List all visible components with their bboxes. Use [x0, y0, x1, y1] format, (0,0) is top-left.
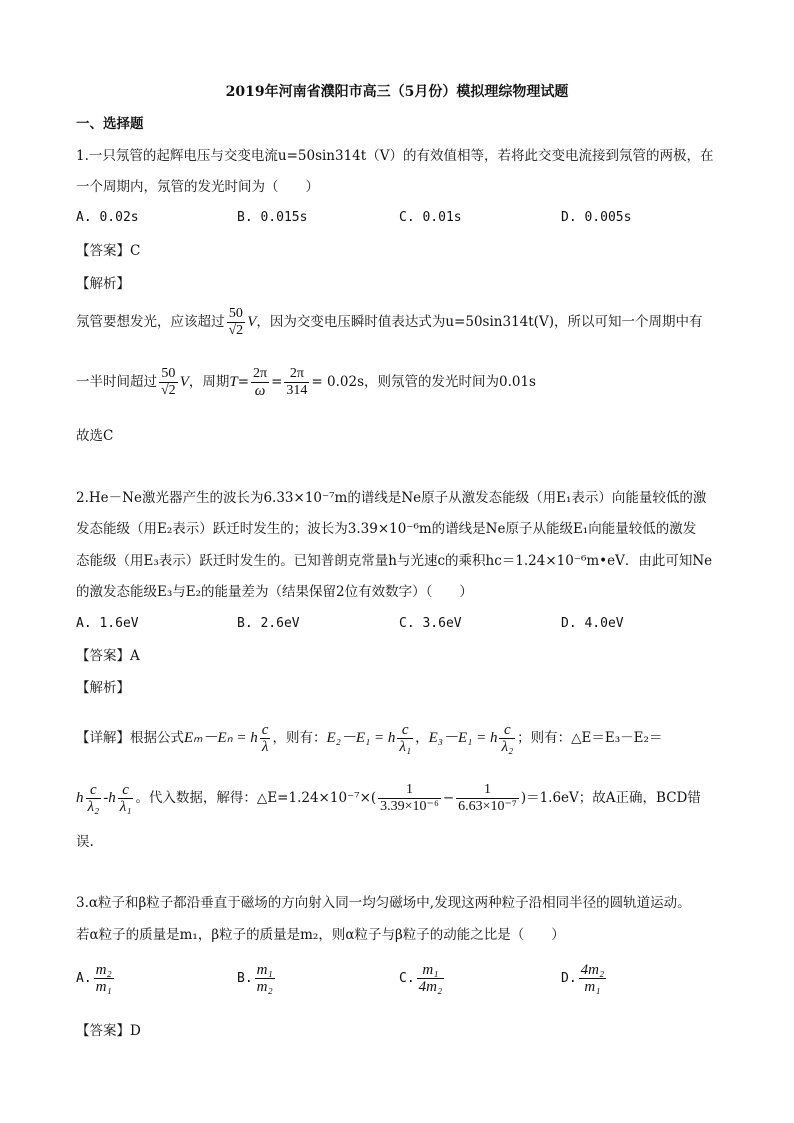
fraction-option-b — [255, 962, 275, 995]
fraction-1-over-339 — [378, 782, 441, 815]
option-label: D. — [561, 971, 577, 986]
frac-denominator: 4m₂ — [418, 979, 443, 995]
frac-numerator: c — [499, 722, 515, 739]
q2-detail-line1 — [76, 722, 662, 755]
fraction-c-lambda2 — [499, 722, 515, 755]
frac-denominator: λ₁ — [119, 799, 132, 815]
q2-option-c: C. 3.6eV — [399, 616, 462, 631]
frac-numerator: m₁ — [256, 962, 273, 978]
frac-denominator: λ — [261, 739, 269, 755]
q1-analysis-label: 【解析】 — [76, 276, 130, 292]
frac-denominator: λ₁ — [399, 739, 412, 755]
q3-stem-line2: 若α粒子的质量是m₁，β粒子的质量是m₂，则α粒子与β粒子的动能之比是（ ） — [76, 927, 565, 943]
frac-denominator: √2 — [161, 383, 176, 398]
frac-numerator: 2π — [253, 366, 268, 381]
q1-stem-line2: 一个周期内，氖管的发光时间为（ ） — [76, 179, 319, 195]
q3-stem-line1: 3.α粒子和β粒子都沿垂直于磁场的方向射入同一均匀磁场中,发现这两种粒子沿相同半径的圆轨道运动。 — [76, 895, 691, 911]
frac-numerator: m₁ — [417, 962, 445, 979]
q2-stem-line4: 的激发态能级E₃与E₂的能量差为（结果保留2位有效数字）（ ） — [76, 584, 473, 600]
q1-stem-line1: 1.一只氖管的起辉电压与交变电流u=50sin314t（V）的有效值相等，若将此交变电流接到氖管的两极，在 — [76, 148, 714, 164]
q1-answer: 【答案】C — [76, 243, 141, 259]
eq-e3-e1: E₃－E₁ = h — [428, 730, 498, 746]
unit-v: V — [247, 314, 257, 330]
frac-numerator: 50 — [159, 366, 178, 383]
fraction-option-a — [94, 962, 114, 995]
fraction-c-lambda1 — [397, 722, 413, 755]
q1-option-b: B. 0.015s — [237, 210, 308, 225]
fraction-c-lambda — [260, 722, 271, 755]
fraction-50-root2 — [227, 306, 246, 339]
frac-numerator: 1 — [456, 782, 519, 799]
frac-denominator: λ₂ — [87, 799, 100, 815]
frac-numerator: c — [118, 782, 134, 799]
q3-option-c — [399, 962, 446, 995]
fraction-50-root2 — [159, 366, 178, 399]
minus-sign: − — [442, 790, 455, 806]
q1-exp2-text-c: ，则氖管的发光时间为0.01s — [364, 374, 536, 390]
q1-conclusion: 故选C — [76, 428, 114, 444]
q2-detail-line2 — [76, 782, 701, 815]
q2-analysis-label: 【解析】 — [76, 680, 130, 696]
q1-option-d: D. 0.005s — [561, 210, 632, 225]
q2-option-a: A. 1.6eV — [76, 616, 139, 631]
frac-denominator: m₂ — [256, 979, 273, 995]
detail-text-c: ；则有：△E＝E₃－E₂＝ — [517, 730, 663, 746]
symbol-t: T — [229, 374, 238, 390]
fraction-option-d — [579, 962, 607, 995]
q2-stem-line2: 发态能级（用E₂表示）跃迁时发生的；波长为3.39×10⁻⁶m的谱线是Ne原子从能级E₁向能量较低的激发 — [76, 521, 697, 537]
option-label: B. — [237, 971, 253, 986]
fraction-option-c — [417, 962, 445, 995]
option-label: A. — [76, 971, 92, 986]
frac-denominator: 6.63×10⁻⁷ — [458, 799, 517, 814]
eq-e2-e1: E₂－E₁ = h — [326, 730, 396, 746]
fraction-1-over-663 — [456, 782, 519, 815]
frac-numerator: 4m₂ — [580, 962, 605, 978]
q2-option-d: D. 4.0eV — [561, 616, 624, 631]
frac-denominator: λ₂ — [501, 739, 514, 755]
unit-v: V — [179, 374, 189, 390]
frac-numerator: 50 — [227, 306, 246, 323]
equals-sign: = — [271, 374, 283, 390]
fraction-c-lambda2 — [86, 782, 102, 815]
q2-option-b: B. 2.6eV — [237, 616, 300, 631]
frac-numerator: c — [397, 722, 413, 739]
q1-exp2-text-a: 一半时间超过 — [76, 374, 157, 390]
detail-label: 【详解】根据公式 — [76, 730, 184, 746]
q1-exp1-text-b: ，因为交变电压瞬时值表达式为u=50sin314t(V)，所以可知一个周期中有 — [256, 314, 703, 330]
q1-option-c: C. 0.01s — [399, 210, 462, 225]
section-heading: 一、选择题 — [76, 116, 144, 132]
q2-stem-line3: 态能级（用E₃表示）跃迁时发生的。已知普朗克常量h与光速c的乘积hc＝1.24×10⁻⁶m•eV．由此可知Ne — [76, 553, 713, 569]
equals-sign: = — [237, 374, 250, 390]
q3-option-a — [76, 962, 116, 995]
frac-numerator: m₂ — [95, 962, 112, 978]
q3-option-d — [561, 962, 608, 995]
detail-line2-result: )＝1.6eV；故A正确，BCD错 — [520, 790, 701, 806]
q1-exp2-text-b: ，周期 — [188, 374, 230, 390]
detail-text-b: ，则有： — [272, 730, 327, 746]
q3-option-b — [237, 962, 277, 995]
fraction-2pi-314 — [284, 366, 309, 399]
symbol-h: h — [76, 790, 84, 806]
frac-numerator: c — [86, 782, 102, 799]
frac-denominator: 3.39×10⁻⁶ — [380, 799, 439, 814]
q2-answer: 【答案】A — [76, 648, 140, 664]
q1-exp1-text-a: 氖管要想发光，应该超过 — [76, 314, 225, 330]
option-label: C. — [399, 971, 415, 986]
period-result: = 0.02s — [311, 374, 364, 390]
q2-stem-line1: 2.He－Ne激光器产生的波长为6.33×10⁻⁷m的谱线是Ne原子从激发态能级（用E₁表示）向能量较低的激 — [76, 490, 707, 506]
frac-numerator: c — [261, 722, 269, 738]
q3-answer: 【答案】D — [76, 1023, 141, 1039]
formula-energy: Eₘ－Eₙ = h — [184, 730, 258, 746]
page-title: 2019年河南省濮阳市高三（5月份）模拟理综物理试题 — [225, 84, 569, 100]
frac-denominator: ω — [254, 383, 266, 399]
q1-explanation-line1 — [76, 306, 702, 339]
frac-numerator: 1 — [378, 782, 441, 799]
frac-denominator: m₁ — [584, 979, 601, 995]
frac-denominator: √2 — [228, 323, 244, 338]
comma: ， — [415, 730, 429, 746]
q1-option-a: A. 0.02s — [76, 210, 139, 225]
frac-denominator: m₁ — [95, 979, 112, 995]
frac-denominator: 314 — [286, 383, 308, 398]
fraction-c-lambda1 — [118, 782, 134, 815]
detail-line2-text: 。代入数据，解得：△E=1.24×10⁻⁷×( — [135, 790, 377, 806]
frac-numerator: 2π — [284, 366, 309, 383]
fraction-2pi-omega — [251, 366, 269, 399]
minus-h: -h — [103, 790, 116, 806]
q1-explanation-line2 — [76, 366, 536, 399]
q2-detail-line3: 误. — [76, 834, 94, 850]
